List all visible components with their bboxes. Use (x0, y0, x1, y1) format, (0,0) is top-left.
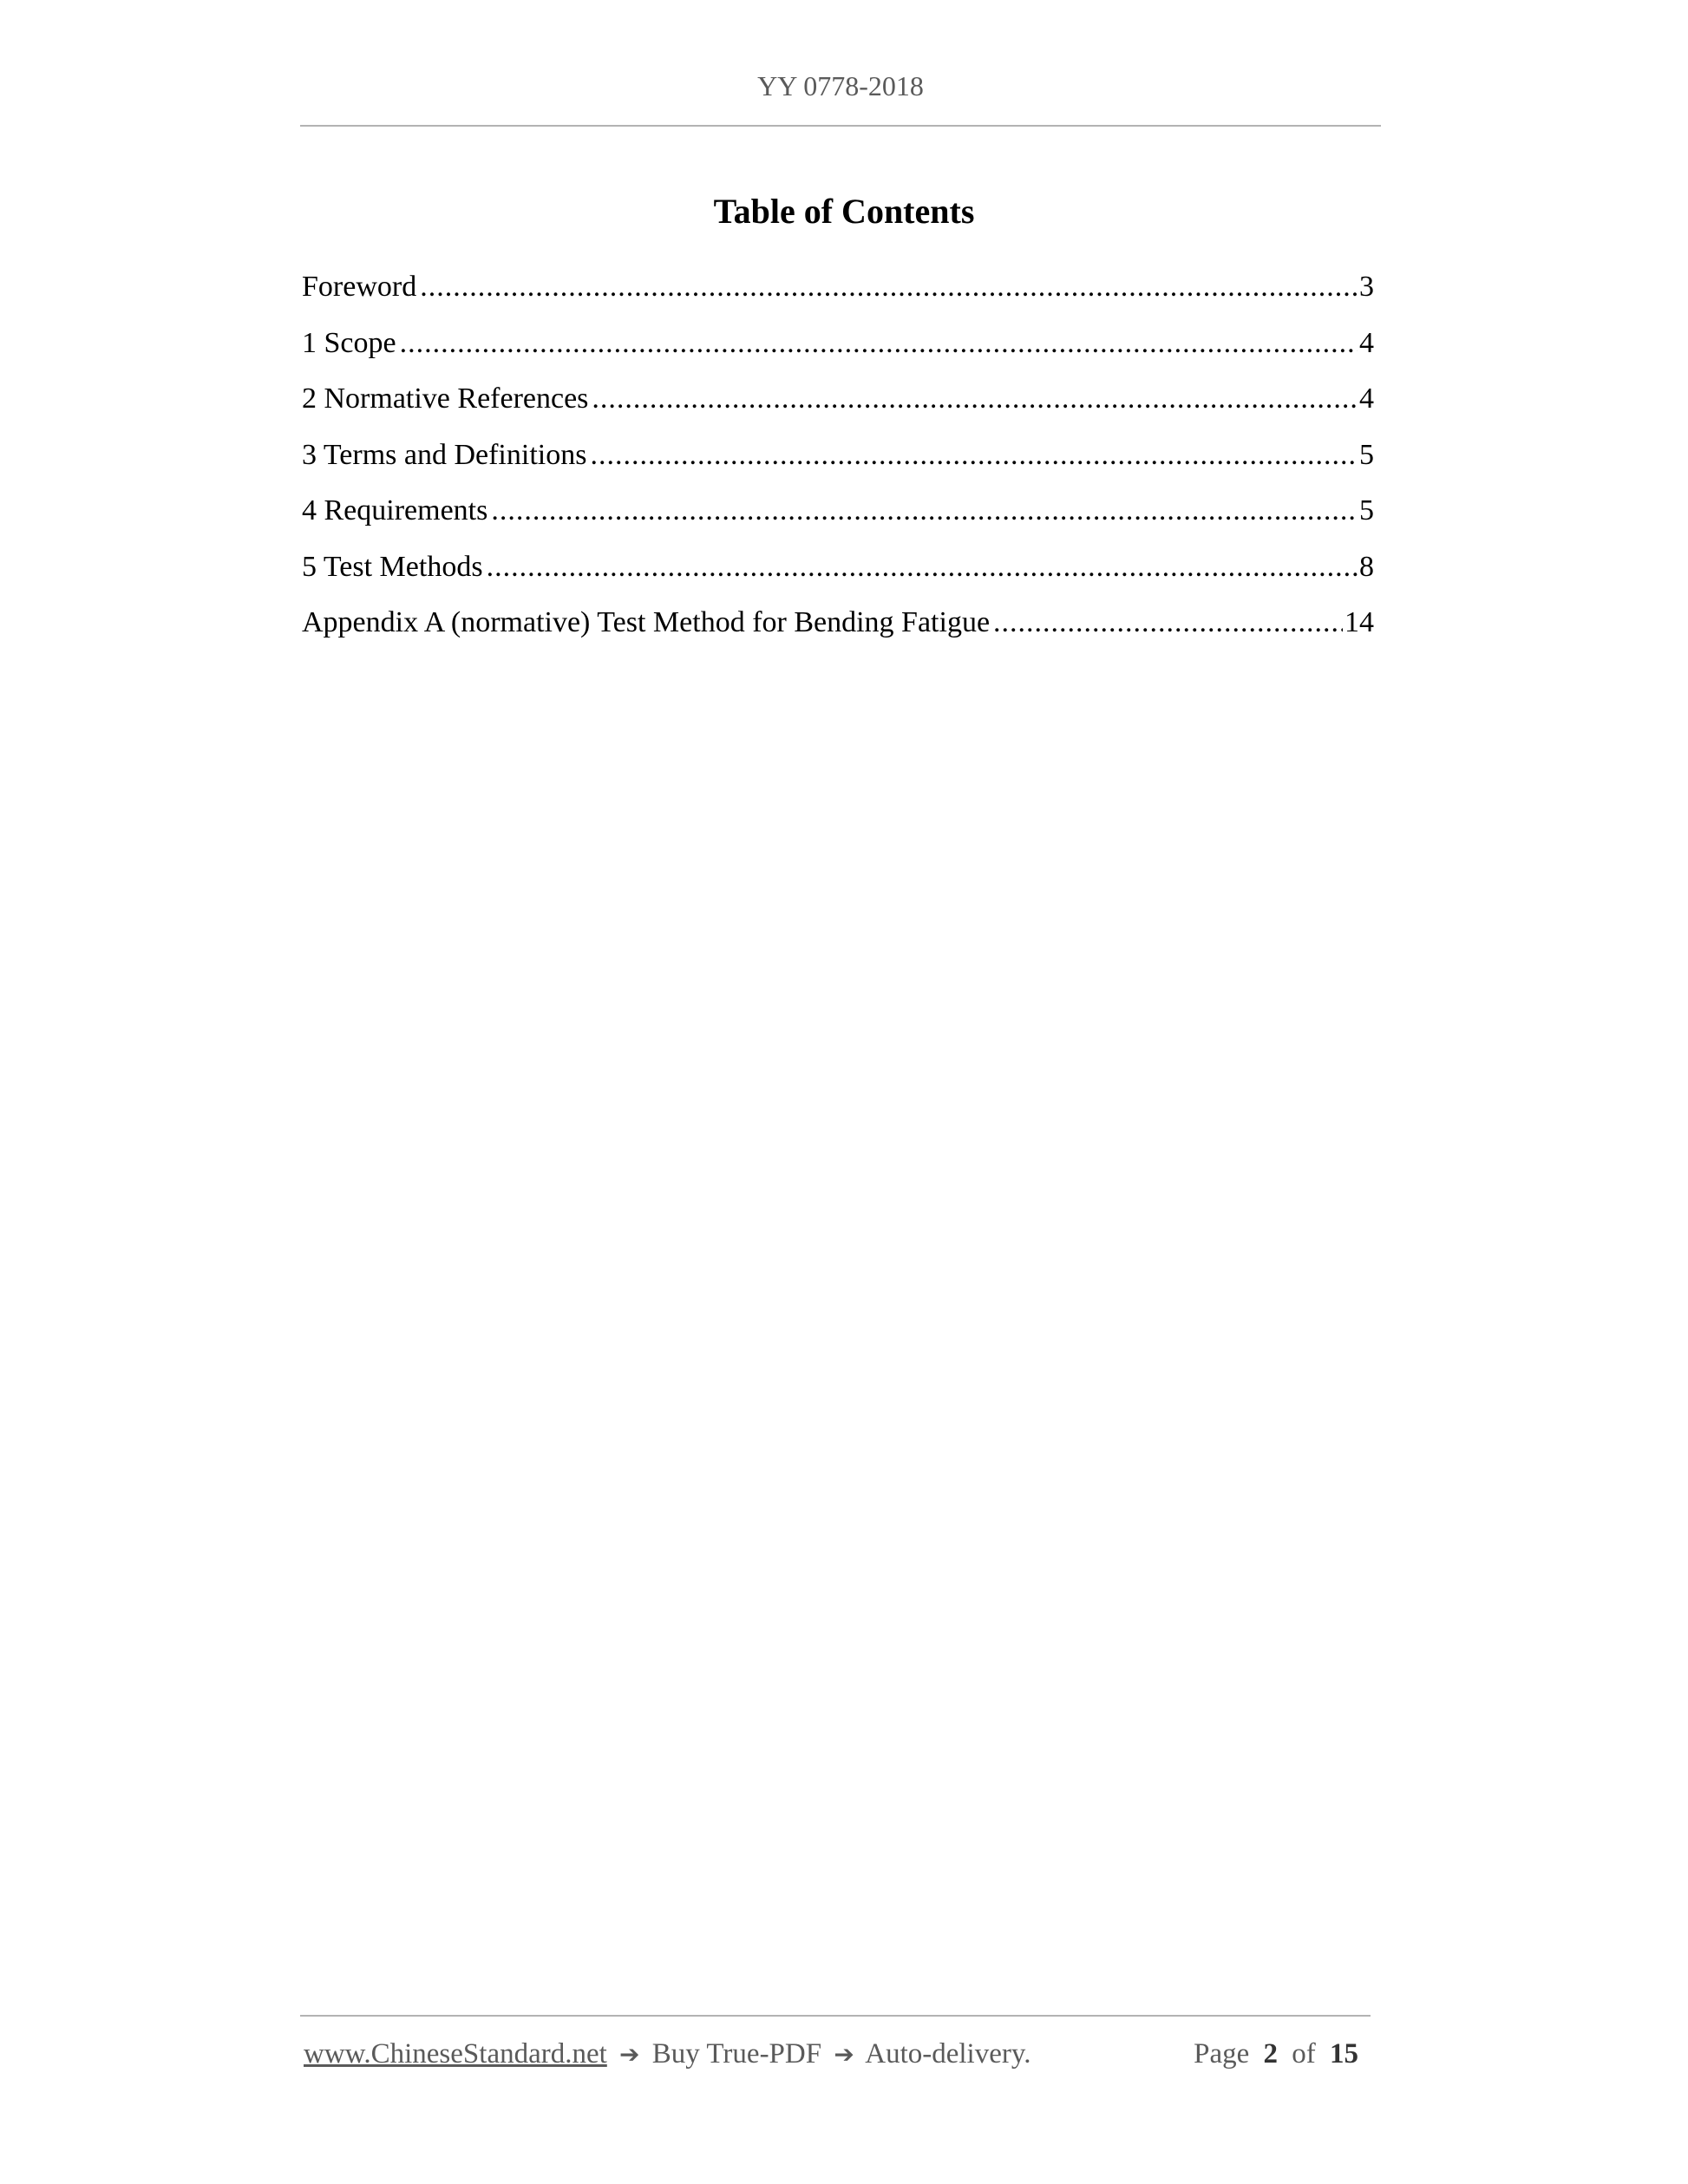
buy-text: Buy True-PDF (651, 2038, 822, 2070)
right-arrow-icon: ➔ (834, 2040, 854, 2069)
toc-entry-page: 5 (1359, 438, 1374, 471)
toc-entry-label: 3 Terms and Definitions (302, 438, 587, 471)
dot-leader (400, 320, 1358, 367)
toc-entry-test-methods[interactable] (302, 544, 1374, 600)
dot-leader (487, 544, 1358, 591)
toc-entry-label: Foreword (302, 271, 417, 303)
toc-title: Table of Contents (713, 192, 975, 231)
page-header (300, 64, 1381, 127)
toc-entry-label: 1 Scope (302, 326, 396, 359)
toc-entry-label: 5 Test Methods (302, 550, 483, 583)
toc-entry-page: 3 (1359, 271, 1374, 303)
dot-leader (420, 264, 1358, 311)
total-pages: 15 (1330, 2038, 1358, 2070)
toc-entry-scope[interactable] (302, 320, 1374, 376)
of-word: of (1292, 2038, 1316, 2070)
site-link[interactable]: www.ChineseStandard.net (304, 2038, 607, 2070)
toc-entry-page: 4 (1359, 383, 1374, 415)
toc-entry-label: Appendix A (normative) Test Method for Bending Fatigue (302, 606, 991, 638)
toc-entry-terms-and-definitions[interactable] (302, 432, 1374, 488)
current-page: 2 (1263, 2038, 1278, 2070)
toc-entry-foreword[interactable] (302, 264, 1374, 320)
toc-list (302, 264, 1374, 656)
dot-leader (590, 432, 1358, 479)
toc-entry-label: 4 Requirements (302, 494, 488, 526)
toc-entry-normative-references[interactable] (302, 376, 1374, 432)
dot-leader (491, 487, 1358, 534)
dot-leader (993, 599, 1343, 646)
document-code: YY 0778-2018 (757, 70, 924, 101)
page-number (1194, 2032, 1365, 2076)
toc-entry-page: 4 (1359, 326, 1374, 359)
right-arrow-icon: ➔ (619, 2040, 640, 2069)
page-word: Page (1194, 2038, 1250, 2070)
toc-entry-page: 14 (1345, 606, 1374, 638)
toc-entry-page: 5 (1359, 494, 1374, 526)
toc-entry-page: 8 (1359, 550, 1374, 583)
toc-entry-label: 2 Normative References (302, 383, 589, 415)
footer-promo (304, 2032, 1030, 2076)
delivery-text: Auto-delivery. (865, 2038, 1031, 2070)
toc-entry-appendix-a[interactable] (302, 599, 1374, 656)
dot-leader (592, 376, 1358, 422)
page-footer (300, 2015, 1371, 2077)
toc-entry-requirements[interactable] (302, 487, 1374, 544)
